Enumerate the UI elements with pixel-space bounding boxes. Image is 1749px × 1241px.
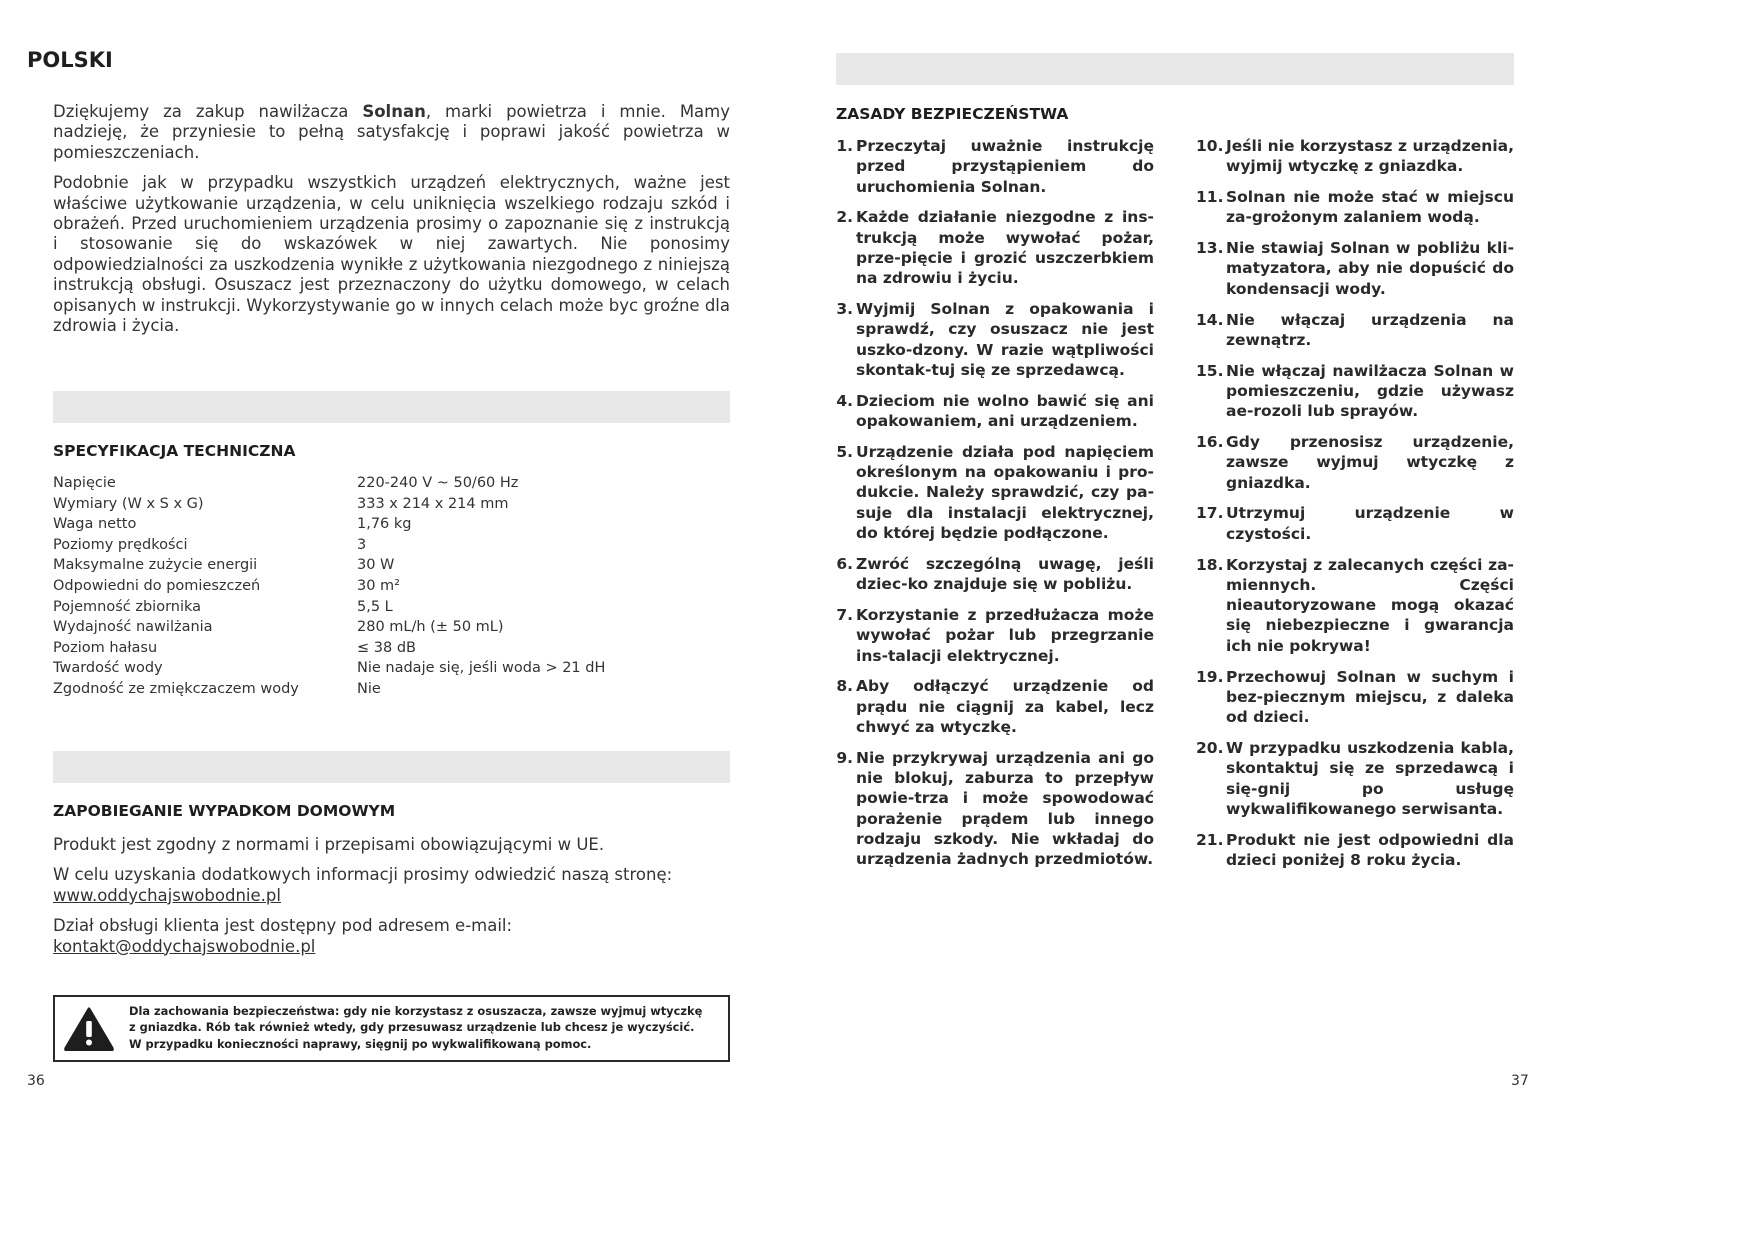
rule-number: 11. <box>1196 188 1224 207</box>
rule-number: 7. <box>836 605 853 624</box>
spec-label: Pojemność zbiornika <box>53 598 202 615</box>
rule-number: 20. <box>1196 738 1224 757</box>
rule-number: 1. <box>836 137 853 155</box>
email-paragraph <box>53 916 730 957</box>
section-divider-bar <box>836 53 1514 85</box>
rule-text: Produkt nie jest odpowiedni dla dzieci poniżej 8 roku życia. <box>1226 830 1514 869</box>
spec-label: Wymiary (W x S x G) <box>53 495 204 512</box>
safety-section-title: ZASADY BEZPIECZEŃSTWA <box>836 105 1069 123</box>
safety-rule <box>836 748 1154 870</box>
spec-label: Twardość wody <box>53 660 163 677</box>
spec-label: Napięcie <box>53 475 116 491</box>
spec-value: ≤ 38 dB <box>357 639 416 656</box>
rule-number: 13. <box>1196 239 1224 258</box>
spec-value: 30 W <box>357 557 395 574</box>
rule-number: 6. <box>836 554 853 573</box>
page-number-left: 36 <box>27 1073 45 1089</box>
spec-label: Wydajność nawilżania <box>53 619 213 636</box>
website-link[interactable]: www.oddychajswobodnie.pl <box>53 885 281 905</box>
warning-line: W przypadku konieczności naprawy, sięgnij po wykwalifikowaną pomoc. <box>129 1036 592 1051</box>
spec-value: 1,76 kg <box>357 516 412 533</box>
rule-number: 10. <box>1196 137 1224 155</box>
safety-rule <box>1196 555 1514 656</box>
rule-text: Gdy przenosisz urządzenie, zawsze wyjmuj wtyczkę z gniazdka. <box>1226 433 1514 492</box>
safety-rule <box>836 605 1154 666</box>
website-paragraph <box>53 865 730 906</box>
spec-label: Waga netto <box>53 516 137 533</box>
safety-rule <box>1196 361 1514 422</box>
rule-text: Korzystaj z zalecanych części za-miennych. Części nieautoryzowane mogą okazać się niebezpieczne i gwarancja ich nie pokrywa! <box>1226 555 1514 655</box>
spec-table <box>53 473 605 700</box>
safety-rule <box>1196 187 1514 228</box>
spec-value: 30 m² <box>357 577 400 594</box>
rule-number: 9. <box>836 748 853 767</box>
spec-row <box>53 473 605 494</box>
intro-p1-post: , marki powietrza i mnie. Mamy nadzieję, że przyniesie to pełną satysfakcję i poprawi jakość powietrza w pomieszczeniach. <box>53 102 731 162</box>
spec-value: Nie <box>357 680 381 697</box>
safety-rule <box>1196 432 1514 493</box>
intro-text <box>53 102 730 336</box>
rule-text: Solnan nie może stać w miejscu za-grożonym zalaniem wodą. <box>1226 188 1514 227</box>
email-intro-text: Dział obsługi klienta jest dostępny pod adresem e-mail: <box>53 916 513 936</box>
safety-rule <box>836 442 1154 543</box>
safety-rule <box>1196 136 1514 177</box>
rule-text: Nie włączaj nawilżacza Solnan w pomieszczeniu, gdzie używasz ae-rozoli lub sprayów. <box>1226 361 1514 421</box>
section-divider-bar <box>53 391 730 423</box>
section-divider-bar <box>53 751 730 783</box>
safety-rules-column-1 <box>836 136 1154 880</box>
accidents-section-title: ZAPOBIEGANIE WYPADKOM DOMOWYM <box>53 802 396 820</box>
spec-row <box>53 617 605 638</box>
rule-text: Każde działanie niezgodne z ins-trukcją może wywołać pożar, prze-pięcie i grozić uszczerbkiem na zdrowiu i życiu. <box>856 208 1154 288</box>
safety-rule <box>1196 503 1514 544</box>
page-number-right: 37 <box>1511 1073 1529 1089</box>
spec-label: Maksymalne zużycie energii <box>53 557 258 574</box>
accidents-info <box>53 835 730 967</box>
rule-text: Przechowuj Solnan w suchym i bez-piecznym miejscu, z daleka od dzieci. <box>1226 667 1514 727</box>
rule-text: Nie stawiaj Solnan w pobliżu kli-matyzatora, aby nie dopuścić do kondensacji wody. <box>1226 239 1514 298</box>
rule-text: W przypadku uszkodzenia kabla, skontaktuj się ze sprzedawcą i się-gnij po usługę wykwalifikowanego serwisanta. <box>1226 738 1514 818</box>
spec-value: 280 mL/h (± 50 mL) <box>357 619 504 636</box>
rule-number: 5. <box>836 442 853 461</box>
intro-paragraph-2: Podobnie jak w przypadku wszystkich urządzeń elektrycznych, ważne jest właściwe użytkowanie urządzenia, w celu uniknięcia wszelkiego rodzaju szkód i obrażeń. Przed uruchomieniem urządzenia prosimy o zapoznanie się z instrukcją i stosowanie się do wskazówek w niej zawartych. Nie ponosimy odpowiedzialności za uszkodzenia wynikłe z użytkowania niezgodnego z niniejszą instrukcją obsługi. Osuszacz jest przeznaczony do użytku domowego, w celach opisanych w instrukcji. Wykorzystywanie go w innych celach może byc groźne dla zdrowia i życia. <box>53 173 730 336</box>
rule-number: 16. <box>1196 433 1224 452</box>
spec-value: 220-240 V ~ 50/60 Hz <box>357 475 519 491</box>
rule-number: 3. <box>836 300 853 319</box>
warning-line: z gniazdka. Rób tak również wtedy, gdy przesuwasz urządzenie lub chcesz je wyczyścić. <box>129 1020 695 1035</box>
spec-row <box>53 576 605 597</box>
spec-value: 5,5 L <box>357 598 393 615</box>
rule-text: Nie włączaj urządzenia na zewnątrz. <box>1226 310 1514 349</box>
spec-row <box>53 555 605 576</box>
spec-row <box>53 494 605 515</box>
safety-rule <box>836 207 1154 288</box>
safety-rule <box>1196 310 1514 351</box>
spec-label: Poziomy prędkości <box>53 536 188 553</box>
safety-rule <box>836 136 1154 197</box>
spec-value: 3 <box>357 536 367 553</box>
rule-text: Utrzymuj urządzenie w czystości. <box>1226 504 1514 543</box>
rule-number: 14. <box>1196 310 1224 329</box>
eu-compliance-text: Produkt jest zgodny z normami i przepisami obowiązującymi w UE. <box>53 835 605 854</box>
spec-section-title: SPECYFIKACJA TECHNICZNA <box>53 442 296 460</box>
safety-rule <box>836 554 1154 595</box>
spec-row <box>53 597 605 618</box>
rule-number: 19. <box>1196 667 1224 686</box>
page-title: POLSKI <box>27 48 113 72</box>
rule-text: Nie przykrywaj urządzenia ani go nie blokuj, zaburza to przepływ powie-trza i może spowodować porażenie prądem lub innego rodzaju szkody. Nie wkładaj do urządzenia żadnych przedmiotów. <box>856 748 1154 869</box>
spec-row <box>53 658 605 679</box>
brand-name: Solnan <box>362 102 426 121</box>
spec-label: Poziom hałasu <box>53 639 158 656</box>
safety-rule <box>1196 238 1514 299</box>
safety-rule <box>836 391 1154 432</box>
rule-number: 18. <box>1196 555 1224 574</box>
website-intro-text: W celu uzyskania dodatkowych informacji prosimy odwiedzić naszą stronę: <box>53 865 673 885</box>
spec-value: 333 x 214 x 214 mm <box>357 495 509 512</box>
warning-triangle-icon <box>64 1007 114 1051</box>
rule-text: Aby odłączyć urządzenie od prądu nie ciągnij za kabel, lecz chwyć za wtyczkę. <box>856 677 1154 736</box>
email-link[interactable]: kontakt@oddychajswobodnie.pl <box>53 936 316 956</box>
safety-rule <box>1196 667 1514 728</box>
warning-box <box>53 995 730 1062</box>
spec-row <box>53 679 605 700</box>
rule-text: Dzieciom nie wolno bawić się ani opakowaniem, ani urządzeniem. <box>856 391 1154 431</box>
rule-number: 21. <box>1196 830 1224 849</box>
rule-text: Jeśli nie korzystasz z urządzenia, wyjmij wtyczkę z gniazdka. <box>1226 137 1514 176</box>
safety-rule <box>1196 738 1514 819</box>
spec-label: Odpowiedni do pomieszczeń <box>53 577 261 594</box>
safety-rule <box>1196 830 1514 871</box>
intro-paragraph-1 <box>53 102 730 163</box>
spec-value: Nie nadaje się, jeśli woda > 21 dH <box>357 660 606 677</box>
rule-number: 2. <box>836 208 853 227</box>
spec-row <box>53 535 605 556</box>
spec-row <box>53 638 605 659</box>
rule-text: Wyjmij Solnan z opakowania i sprawdź, czy osuszacz nie jest uszko-dzony. W razie wątpliwości skontak-tuj się ze sprzedawcą. <box>856 300 1154 379</box>
spec-label: Zgodność ze zmiękczaczem wody <box>53 680 299 697</box>
warning-text <box>129 1003 719 1052</box>
rule-number: 4. <box>836 391 853 410</box>
safety-rule <box>836 676 1154 737</box>
safety-rules-column-2 <box>1196 136 1514 881</box>
rule-text: Urządzenie działa pod napięciem określonym na opakowaniu i pro-dukcie. Należy sprawdzić, czy pa-suje dla instalacji elektrycznej, do której będzie podłączone. <box>856 442 1154 543</box>
safety-rule <box>836 299 1154 380</box>
intro-p1-pre: Dziękujemy za zakup nawilżacza <box>53 102 363 121</box>
warning-line: Dla zachowania bezpieczeństwa: gdy nie korzystasz z osuszacza, zawsze wyjmuj wtyczkę <box>129 1004 703 1018</box>
rule-number: 8. <box>836 677 853 696</box>
rule-text: Zwróć szczególną uwagę, jeśli dziec-ko znajduje się w pobliżu. <box>856 554 1154 594</box>
rule-number: 15. <box>1196 361 1224 380</box>
spec-row <box>53 514 605 535</box>
rule-text: Korzystanie z przedłużacza może wywołać pożar lub przegrzanie ins-talacji elektrycznej. <box>856 605 1154 665</box>
rule-number: 17. <box>1196 504 1224 523</box>
rule-text: Przeczytaj uważnie instrukcję przed przystąpieniem do uruchomienia Solnan. <box>856 137 1154 196</box>
